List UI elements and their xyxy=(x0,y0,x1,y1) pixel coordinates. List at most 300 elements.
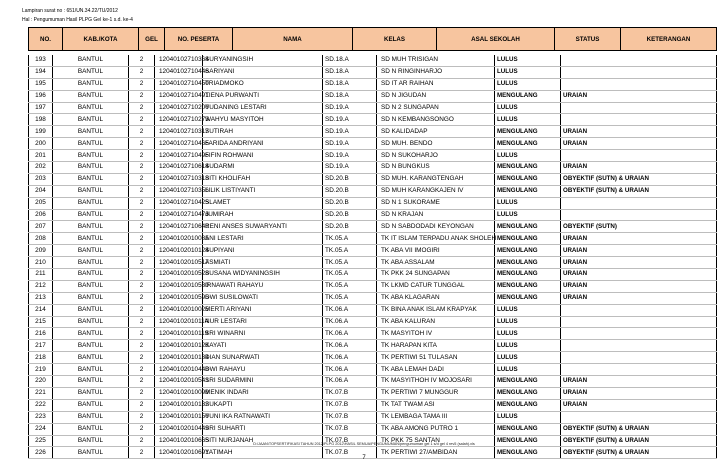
cell-kelas: TK.07.B xyxy=(323,435,377,447)
cell-kab-kota: BANTUL xyxy=(53,352,129,364)
cell-no: 198 xyxy=(29,114,53,126)
cell-nama: SURYANINGSIH xyxy=(203,55,323,66)
table-row xyxy=(29,399,717,411)
col-header-no-peserta: NO. PESERTA xyxy=(165,28,233,51)
cell-status: LULUS xyxy=(495,55,561,66)
table-row xyxy=(29,185,717,197)
cell-no: 222 xyxy=(29,399,53,411)
col-header-gel: GEL xyxy=(139,28,165,51)
cell-asal-sekolah: TK TAT TWAM ASI xyxy=(377,399,495,411)
cell-kab-kota: BANTUL xyxy=(53,162,129,174)
table-row xyxy=(29,138,717,150)
table-row xyxy=(29,328,717,340)
table-row xyxy=(29,387,717,399)
cell-no-peserta: 12040102010114 xyxy=(155,316,203,328)
cell-no: 211 xyxy=(29,269,53,281)
table-row xyxy=(29,423,717,435)
table-row xyxy=(29,66,717,78)
cell-keterangan xyxy=(561,304,717,316)
cell-no: 214 xyxy=(29,304,53,316)
cell-nama: RENI ANSES SUWARYANTI xyxy=(203,221,323,233)
cell-keterangan: URAIAN xyxy=(561,292,717,304)
table-row xyxy=(29,221,717,233)
cell-status: MENGULANG xyxy=(495,423,561,435)
cell-nama: LILIK LISTIYANTI xyxy=(203,185,323,197)
cell-nama: FIFIN ROHWANI xyxy=(203,150,323,162)
cell-no: 206 xyxy=(29,209,53,221)
cell-asal-sekolah: TK ABA ASSALAM xyxy=(377,257,495,269)
cell-nama: JUMIRAH xyxy=(203,209,323,221)
cell-gel: 2 xyxy=(129,364,155,376)
table-row xyxy=(29,316,717,328)
cell-nama: SITI NURJANAH xyxy=(203,435,323,447)
cell-kelas: SD.19.A xyxy=(323,138,377,150)
cell-no: 216 xyxy=(29,328,53,340)
cell-gel: 2 xyxy=(129,150,155,162)
cell-no: 223 xyxy=(29,411,53,423)
cell-status: MENGULANG xyxy=(495,257,561,269)
cell-no-peserta: 12040102710614 xyxy=(155,162,203,174)
cell-nama: MENIK INDARI xyxy=(203,387,323,399)
cell-kelas: TK.06.A xyxy=(323,316,377,328)
cell-no-peserta: 12040102710200 xyxy=(155,102,203,114)
cell-gel: 2 xyxy=(129,387,155,399)
cell-status: MENGULANG xyxy=(495,447,561,459)
table-row xyxy=(29,55,717,66)
cell-gel: 2 xyxy=(129,102,155,114)
cell-nama: YATIMAH xyxy=(203,447,323,459)
cell-no-peserta: 12040102010528 xyxy=(155,269,203,281)
cell-keterangan xyxy=(561,66,717,78)
cell-gel: 2 xyxy=(129,126,155,138)
cell-no: 210 xyxy=(29,257,53,269)
cell-gel: 2 xyxy=(129,423,155,435)
cell-kab-kota: BANTUL xyxy=(53,423,129,435)
cell-keterangan xyxy=(561,316,717,328)
cell-no-peserta: 12040102710317 xyxy=(155,126,203,138)
cell-gel: 2 xyxy=(129,304,155,316)
table-row xyxy=(29,102,717,114)
table-row xyxy=(29,340,717,352)
cell-status: LULUS xyxy=(495,364,561,376)
cell-kab-kota: BANTUL xyxy=(53,269,129,281)
cell-no-peserta: 12040102010517 xyxy=(155,257,203,269)
col-header-asal-sekolah: ASAL SEKOLAH xyxy=(437,28,555,51)
cell-asal-sekolah: SD N KRAJAN xyxy=(377,209,495,221)
cell-no: 215 xyxy=(29,316,53,328)
cell-asal-sekolah: TK BINA ANAK ISLAM KRAPYAK xyxy=(377,304,495,316)
cell-kab-kota: BANTUL xyxy=(53,150,129,162)
cell-gel: 2 xyxy=(129,340,155,352)
cell-kelas: SD.20.B xyxy=(323,197,377,209)
cell-kab-kota: BANTUL xyxy=(53,78,129,90)
cell-no: 219 xyxy=(29,364,53,376)
cell-no-peserta: 12040102010530 xyxy=(155,280,203,292)
cell-nama: KAYATI xyxy=(203,340,323,352)
cell-status: MENGULANG xyxy=(495,292,561,304)
cell-gel: 2 xyxy=(129,233,155,245)
col-header-keterangan: KETERANGAN xyxy=(621,28,717,51)
cell-nama: SUPIYANI xyxy=(203,245,323,257)
cell-kelas: TK.06.A xyxy=(323,376,377,388)
cell-kelas: TK.05.A xyxy=(323,257,377,269)
cell-no: 196 xyxy=(29,90,53,102)
cell-asal-sekolah: SD N SABDODADI KEYONGAN xyxy=(377,221,495,233)
cell-gel: 2 xyxy=(129,78,155,90)
cell-keterangan xyxy=(561,352,717,364)
cell-no-peserta: 12040102710356 xyxy=(155,185,203,197)
cell-no-peserta: 12040102010541 xyxy=(155,376,203,388)
cell-keterangan: URAIAN xyxy=(561,138,717,150)
cell-no-peserta: 12040102710491 xyxy=(155,90,203,102)
cell-gel: 2 xyxy=(129,411,155,423)
cell-no: 202 xyxy=(29,162,53,174)
cell-no-peserta: 12040102010035 xyxy=(155,233,203,245)
cell-no: 207 xyxy=(29,221,53,233)
cell-status: LULUS xyxy=(495,114,561,126)
cell-kelas: SD.19.A xyxy=(323,150,377,162)
cell-keterangan: URAIAN xyxy=(561,399,717,411)
cell-kab-kota: BANTUL xyxy=(53,173,129,185)
col-header-kelas: KELAS xyxy=(353,28,437,51)
cell-asal-sekolah: SD MUH KARANGKAJEN IV xyxy=(377,185,495,197)
cell-kelas: SD.19.A xyxy=(323,102,377,114)
cell-no-peserta: 12040102710446 xyxy=(155,66,203,78)
cell-nama: ANI LESTARI xyxy=(203,233,323,245)
table-row xyxy=(29,292,717,304)
cell-nama: SLAMET xyxy=(203,197,323,209)
cell-asal-sekolah: TK HARAPAN KITA xyxy=(377,340,495,352)
cell-no-peserta: 12040102710476 xyxy=(155,209,203,221)
cell-keterangan xyxy=(561,328,717,340)
cell-no: 203 xyxy=(29,173,53,185)
cell-kelas: TK.07.B xyxy=(323,423,377,435)
cell-kab-kota: BANTUL xyxy=(53,221,129,233)
cell-kelas: TK.06.A xyxy=(323,340,377,352)
cell-no-peserta: 12040102010449 xyxy=(155,423,203,435)
cell-gel: 2 xyxy=(129,280,155,292)
cell-nama: TIENA PURWANTI xyxy=(203,90,323,102)
cell-kelas: TK.07.B xyxy=(323,399,377,411)
cell-status: MENGULANG xyxy=(495,387,561,399)
cell-asal-sekolah: SD N 1 SUKORAME xyxy=(377,197,495,209)
cell-asal-sekolah: TK ABA KLAGARAN xyxy=(377,292,495,304)
cell-keterangan xyxy=(561,197,717,209)
cell-nama: SUKAPTI xyxy=(203,399,323,411)
cell-nama: DWI SUSILOWATI xyxy=(203,292,323,304)
cell-kelas: TK.06.A xyxy=(323,304,377,316)
cell-keterangan xyxy=(561,114,717,126)
cell-no-peserta: 12040102010448 xyxy=(155,364,203,376)
cell-status: LULUS xyxy=(495,209,561,221)
cell-asal-sekolah: TK PERTIWI 51 TULASAN xyxy=(377,352,495,364)
cell-kelas: SD.20.B xyxy=(323,209,377,221)
cell-keterangan: URAIAN xyxy=(561,90,717,102)
cell-kab-kota: BANTUL xyxy=(53,102,129,114)
cell-kab-kota: BANTUL xyxy=(53,138,129,150)
cell-kab-kota: BANTUL xyxy=(53,328,129,340)
cell-no: 200 xyxy=(29,138,53,150)
cell-asal-sekolah: SD N SUKOHARJO xyxy=(377,150,495,162)
cell-no-peserta: 12040102710364 xyxy=(155,55,203,66)
cell-asal-sekolah: TK PKK 24 SUNGAPAN xyxy=(377,269,495,281)
cell-status: LULUS xyxy=(495,411,561,423)
cell-keterangan: URAIAN xyxy=(561,162,717,174)
cell-kelas: SD.18.A xyxy=(323,90,377,102)
cell-status: LULUS xyxy=(495,78,561,90)
cell-kab-kota: BANTUL xyxy=(53,197,129,209)
cell-kab-kota: BANTUL xyxy=(53,316,129,328)
header-row xyxy=(29,28,717,51)
cell-status: LULUS xyxy=(495,316,561,328)
cell-gel: 2 xyxy=(129,173,155,185)
cell-nama: ASMIATI xyxy=(203,257,323,269)
cell-no-peserta: 12040102010665 xyxy=(155,435,203,447)
cell-asal-sekolah: SD N BUNGKUS xyxy=(377,162,495,174)
cell-kelas: SD.19.A xyxy=(323,114,377,126)
cell-asal-sekolah: TK ABA LEMAH DADI xyxy=(377,364,495,376)
cell-kab-kota: BANTUL xyxy=(53,340,129,352)
cell-kab-kota: BANTUL xyxy=(53,399,129,411)
cell-asal-sekolah: TK PERTIWI 7 MUNGGUR xyxy=(377,387,495,399)
cell-kelas: SD.20.B xyxy=(323,173,377,185)
cell-status: MENGULANG xyxy=(495,126,561,138)
cell-keterangan xyxy=(561,55,717,66)
cell-gel: 2 xyxy=(129,292,155,304)
cell-no: 208 xyxy=(29,233,53,245)
cell-status: MENGULANG xyxy=(495,376,561,388)
cell-kelas: TK.07.B xyxy=(323,411,377,423)
cell-no: 205 xyxy=(29,197,53,209)
col-header-nama: NAMA xyxy=(233,28,353,51)
cell-nama: SRI SUDARMINI xyxy=(203,376,323,388)
page-number: 7 xyxy=(362,455,366,461)
cell-kab-kota: BANTUL xyxy=(53,376,129,388)
cell-no-peserta: 12040102010128 xyxy=(155,340,203,352)
cell-gel: 2 xyxy=(129,269,155,281)
cell-no: 217 xyxy=(29,340,53,352)
cell-gel: 2 xyxy=(129,55,155,66)
cell-no: 209 xyxy=(29,245,53,257)
cell-no-peserta: 12040102010691 xyxy=(155,447,203,459)
cell-asal-sekolah: SD KALIDADAP xyxy=(377,126,495,138)
table-row xyxy=(29,233,717,245)
cell-no-peserta: 12040102010595 xyxy=(155,292,203,304)
cell-no: 204 xyxy=(29,185,53,197)
cell-status: MENGULANG xyxy=(495,280,561,292)
cell-kab-kota: BANTUL xyxy=(53,435,129,447)
cell-status: MENGULANG xyxy=(495,245,561,257)
cell-kelas: TK.05.A xyxy=(323,233,377,245)
cell-status: LULUS xyxy=(495,352,561,364)
cell-status: MENGULANG xyxy=(495,435,561,447)
cell-keterangan xyxy=(561,411,717,423)
cell-nama: MERTI ARIYANI xyxy=(203,304,323,316)
table-row xyxy=(29,114,717,126)
cell-keterangan: OBYEKTIF (SUTN) & URAIAN xyxy=(561,435,717,447)
cell-keterangan: URAIAN xyxy=(561,387,717,399)
cell-keterangan xyxy=(561,102,717,114)
cell-keterangan: URAIAN xyxy=(561,257,717,269)
cell-keterangan xyxy=(561,209,717,221)
cell-keterangan: URAIAN xyxy=(561,126,717,138)
cell-keterangan: OBYEKTIF (SUTN) & URAIAN xyxy=(561,423,717,435)
cell-status: MENGULANG xyxy=(495,233,561,245)
cell-no: 225 xyxy=(29,435,53,447)
cell-kelas: TK.05.A xyxy=(323,292,377,304)
cell-keterangan xyxy=(561,150,717,162)
cell-asal-sekolah: TK LKMD CATUR TUNGGAL xyxy=(377,280,495,292)
table-row xyxy=(29,197,717,209)
cell-status: MENGULANG xyxy=(495,138,561,150)
cell-kab-kota: BANTUL xyxy=(53,387,129,399)
cell-no: 224 xyxy=(29,423,53,435)
cell-status: LULUS xyxy=(495,150,561,162)
cell-asal-sekolah: SD N RINGINHARJO xyxy=(377,66,495,78)
cell-kab-kota: BANTUL xyxy=(53,257,129,269)
table-row xyxy=(29,257,717,269)
cell-gel: 2 xyxy=(129,66,155,78)
cell-no-peserta: 12040102710648 xyxy=(155,221,203,233)
cell-status: MENGULANG xyxy=(495,162,561,174)
cell-nama: YUDANING LESTARI xyxy=(203,102,323,114)
cell-kab-kota: BANTUL xyxy=(53,55,129,66)
cell-status: LULUS xyxy=(495,102,561,114)
cell-kab-kota: BANTUL xyxy=(53,185,129,197)
cell-kelas: SD.19.A xyxy=(323,126,377,138)
cell-keterangan xyxy=(561,340,717,352)
table-row xyxy=(29,304,717,316)
cell-asal-sekolah: SD N KEMBANGSONGO xyxy=(377,114,495,126)
cell-asal-sekolah: TK PERTIWI 27/AMBIDAN xyxy=(377,447,495,459)
cell-status: MENGULANG xyxy=(495,399,561,411)
table-row xyxy=(29,411,717,423)
cell-nama: YUNI IKA RATNAWATI xyxy=(203,411,323,423)
cell-kelas: SD.18.A xyxy=(323,78,377,90)
cell-gel: 2 xyxy=(129,245,155,257)
cell-nama: SITI KHOLIFAH xyxy=(203,173,323,185)
col-header-status: STATUS xyxy=(555,28,621,51)
col-header-no: NO. xyxy=(29,28,63,51)
col-header-kab-kota: KAB./KOTA xyxy=(63,28,139,51)
table-row xyxy=(29,126,717,138)
cell-gel: 2 xyxy=(129,138,155,150)
cell-asal-sekolah: TK MASYITHOH IV MOJOSARI xyxy=(377,376,495,388)
cell-kab-kota: BANTUL xyxy=(53,292,129,304)
cell-no-peserta: 12040102010132 xyxy=(155,399,203,411)
cell-status: MENGULANG xyxy=(495,269,561,281)
cell-keterangan: URAIAN xyxy=(561,280,717,292)
cell-no-peserta: 12040102010124 xyxy=(155,245,203,257)
cell-no: 226 xyxy=(29,447,53,459)
cell-status: MENGULANG xyxy=(495,90,561,102)
cell-kelas: TK.05.A xyxy=(323,245,377,257)
cell-asal-sekolah: TK IT ISLAM TERPADU ANAK SHOLEH xyxy=(377,233,495,245)
cell-no: 212 xyxy=(29,280,53,292)
cell-nama: IRNAWATI RAHAYU xyxy=(203,280,323,292)
cell-status: LULUS xyxy=(495,340,561,352)
cell-nama: SRI SUHARTI xyxy=(203,423,323,435)
cell-kelas: TK.05.A xyxy=(323,280,377,292)
cell-no-peserta: 12040102010099 xyxy=(155,387,203,399)
cell-nama: FARIDA ANDRIYANI xyxy=(203,138,323,150)
cell-kab-kota: BANTUL xyxy=(53,245,129,257)
cell-gel: 2 xyxy=(129,399,155,411)
cell-kelas: TK.07.B xyxy=(323,387,377,399)
cell-nama: DIAN SUNARWATI xyxy=(203,352,323,364)
cell-no-peserta: 12040102010119 xyxy=(155,328,203,340)
cell-no: 197 xyxy=(29,102,53,114)
results-table xyxy=(28,55,717,459)
cell-kelas: SD.19.A xyxy=(323,162,377,174)
cell-gel: 2 xyxy=(129,435,155,447)
cell-keterangan: URAIAN xyxy=(561,245,717,257)
cell-kab-kota: BANTUL xyxy=(53,280,129,292)
cell-keterangan: URAIAN xyxy=(561,233,717,245)
cell-keterangan: OBYEKTIF (SUTN) & URAIAN xyxy=(561,447,717,459)
cell-asal-sekolah: TK ABA AMONG PUTRO 1 xyxy=(377,423,495,435)
cell-gel: 2 xyxy=(129,316,155,328)
cell-no-peserta: 12040102710450 xyxy=(155,78,203,90)
cell-nama: DWI RAHAYU xyxy=(203,364,323,376)
cell-nama: SUTIRAH xyxy=(203,126,323,138)
cell-asal-sekolah: SD MUH TRISIGAN xyxy=(377,55,495,66)
cell-status: MENGULANG xyxy=(495,185,561,197)
cell-gel: 2 xyxy=(129,447,155,459)
cell-kab-kota: BANTUL xyxy=(53,66,129,78)
cell-kab-kota: BANTUL xyxy=(53,411,129,423)
cell-kelas: TK.06.A xyxy=(323,352,377,364)
cell-status: MENGULANG xyxy=(495,173,561,185)
cell-no-peserta: 12040102710273 xyxy=(155,114,203,126)
cell-kelas: TK.05.A xyxy=(323,269,377,281)
cell-gel: 2 xyxy=(129,197,155,209)
cell-kab-kota: BANTUL xyxy=(53,114,129,126)
cell-asal-sekolah: SD MUH. KARANGTENGAH xyxy=(377,173,495,185)
cell-no-peserta: 12040102010025 xyxy=(155,304,203,316)
cell-kab-kota: BANTUL xyxy=(53,126,129,138)
cell-nama: TRIADMOKO xyxy=(203,78,323,90)
cell-kab-kota: BANTUL xyxy=(53,209,129,221)
cell-status: LULUS xyxy=(495,66,561,78)
table-row xyxy=(29,90,717,102)
table-row xyxy=(29,269,717,281)
cell-status: LULUS xyxy=(495,197,561,209)
cell-no-peserta: 12040102010134 xyxy=(155,352,203,364)
results-table-header xyxy=(28,27,717,51)
cell-kelas: SD.18.A xyxy=(323,55,377,66)
table-row xyxy=(29,150,717,162)
cell-status: MENGULANG xyxy=(495,221,561,233)
cell-gel: 2 xyxy=(129,209,155,221)
cell-no-peserta: 12040102710495 xyxy=(155,150,203,162)
letter-subject: Hal : Pengumuman Hasil PLPG Gel ke-1 s.d. ke-4 xyxy=(22,17,133,23)
cell-asal-sekolah: TK ABA VII IMOGIRI xyxy=(377,245,495,257)
cell-no-peserta: 12040102010150 xyxy=(155,411,203,423)
cell-asal-sekolah: SD IT AR RAIHAN xyxy=(377,78,495,90)
table-row xyxy=(29,364,717,376)
cell-gel: 2 xyxy=(129,114,155,126)
cell-asal-sekolah: SD N 2 SUNGAPAN xyxy=(377,102,495,114)
table-row xyxy=(29,352,717,364)
file-path: D:\JAAN\TOPSERTIFIKASI TAHUN 2012\PLPG 2012\HASIL SEMUA\PENGUMUMAN\pengumuman gel 1 s/d gel 4 rev5 (salah).xls xyxy=(253,442,475,446)
cell-gel: 2 xyxy=(129,352,155,364)
cell-kelas: SD.18.A xyxy=(323,66,377,78)
cell-nama: SARIYANI xyxy=(203,66,323,78)
cell-kelas: SD.20.B xyxy=(323,221,377,233)
cell-no: 194 xyxy=(29,66,53,78)
cell-status: LULUS xyxy=(495,304,561,316)
